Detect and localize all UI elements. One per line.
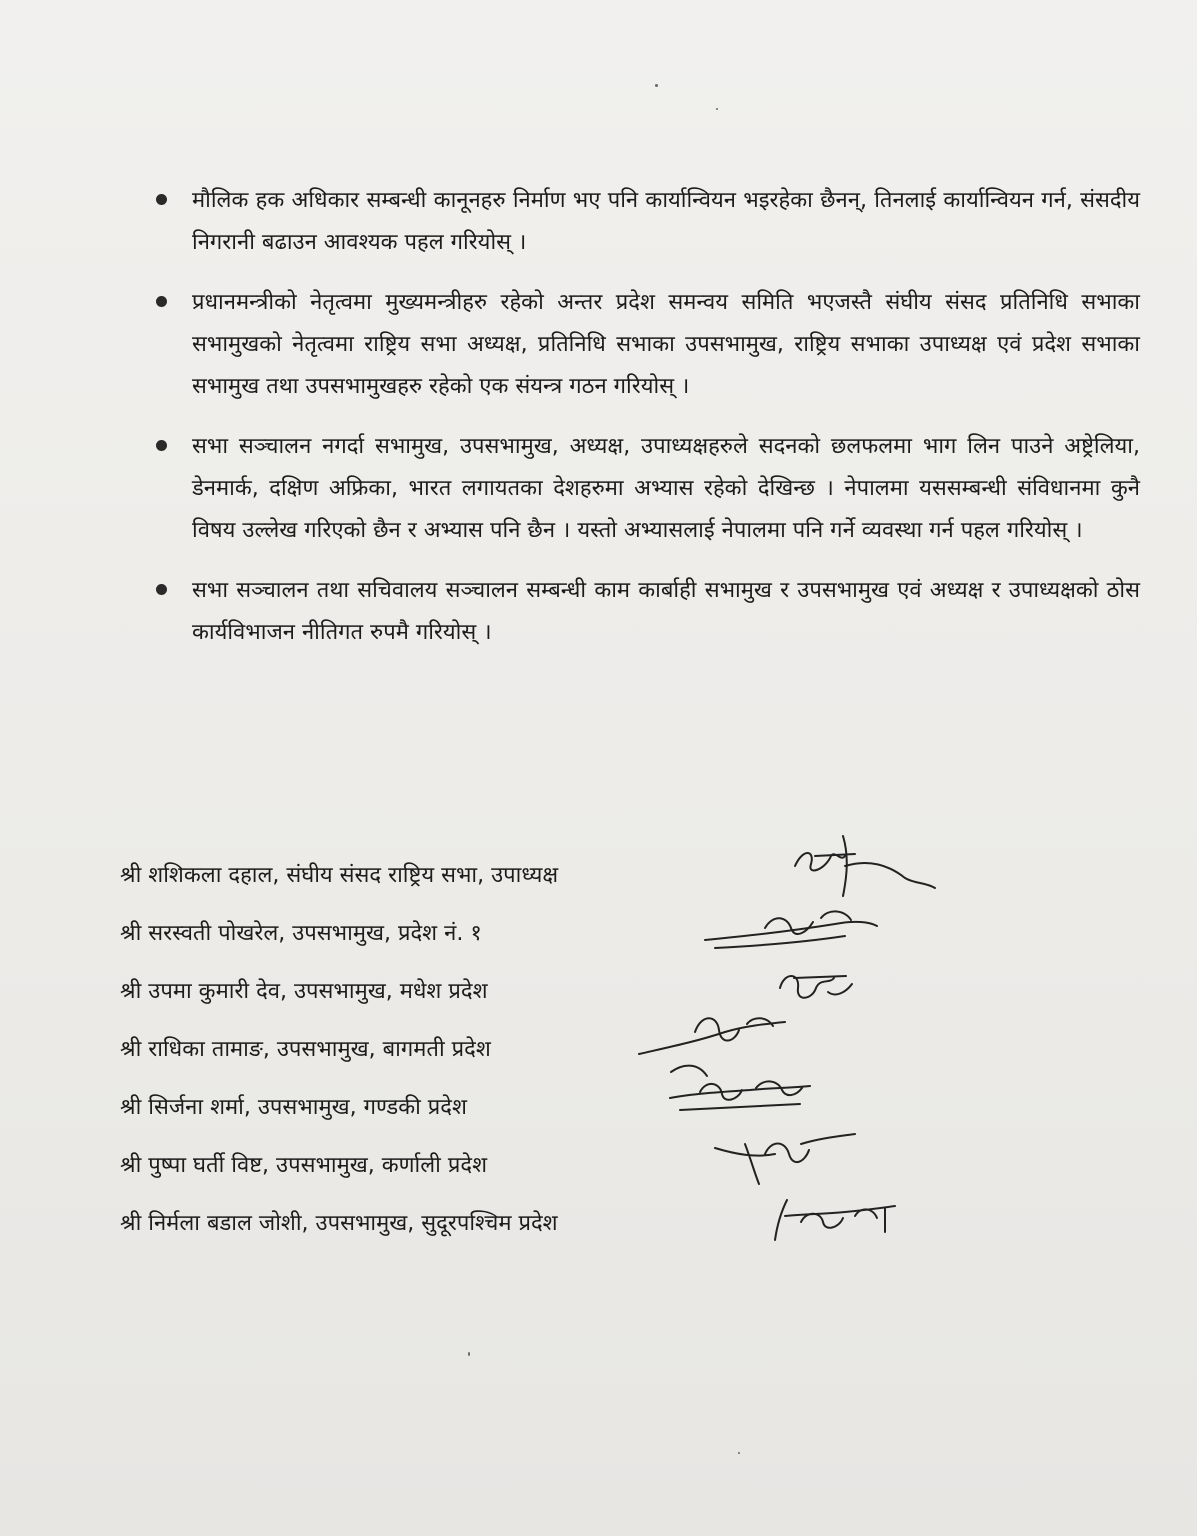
handwritten-signature xyxy=(695,892,895,962)
signatory-row xyxy=(120,1088,1000,1146)
recommendation-item xyxy=(150,282,1140,408)
signatory-row xyxy=(120,1030,1000,1088)
signatory-name: श्री सरस्वती पोखरेल, उपसभामुख, प्रदेश नं. १ xyxy=(120,921,482,946)
paper-speck xyxy=(738,1452,740,1454)
bullet-icon xyxy=(156,194,167,205)
signatory-name: श्री सिर्जना शर्मा, उपसभामुख, गण्डकी प्रदेश xyxy=(120,1095,467,1120)
signatory-name: श्री निर्मला बडाल जोशी, उपसभामुख, सुदूरपश्चिम प्रदेश xyxy=(120,1211,558,1236)
recommendation-text: सभा सञ्चालन तथा सचिवालय सञ्चालन सम्बन्धी काम कार्बाही सभामुख र उपसभामुख एवं अध्यक्ष र उपाध्यक्षको ठोस कार्यविभाजन नीतिगत रुपमै गरियोस् । xyxy=(192,578,1140,645)
handwritten-signature xyxy=(705,1124,865,1194)
paper-speck xyxy=(468,1352,470,1356)
recommendation-item xyxy=(150,570,1140,654)
signatory-name: श्री शशिकला दहाल, संघीय संसद राष्ट्रिय सभा, उपाध्यक्ष xyxy=(120,863,559,888)
recommendation-item xyxy=(150,426,1140,552)
paper-speck xyxy=(655,84,658,87)
recommendation-item xyxy=(150,180,1140,264)
handwritten-signature xyxy=(660,1068,830,1128)
bullet-icon xyxy=(156,440,167,451)
bullet-icon xyxy=(156,296,167,307)
signatory-row xyxy=(120,972,1000,1030)
signatory-name: श्री उपमा कुमारी देव, उपसभामुख, मधेश प्रदेश xyxy=(120,979,488,1004)
recommendation-text: मौलिक हक अधिकार सम्बन्धी कानूनहरु निर्माण भए पनि कार्यान्वियन भइरहेका छैनन्, तिनलाई कार्यान्वियन गर्न, संसदीय निगरानी बढाउन आवश्यक पहल गरियोस् । xyxy=(192,188,1140,255)
recommendation-text: सभा सञ्चालन नगर्दा सभामुख, उपसभामुख, अध्यक्ष, उपाध्यक्षहरुले सदनको छलफलमा भाग लिन पाउने अष्ट्रेलिया, डेनमार्क, दक्षिण अफ्रिका, भारत लगायतका देशहरुमा अभ्यास रहेको देखिन्छ । नेपालमा यससम्बन्धी संविधानमा कुनै विषय उल्लेख गरिएको छैन र अभ्यास पनि छैन । यस्तो अभ्यासलाई नेपालमा पनि गर्ने व्यवस्था गर्न पहल गरियोस् । xyxy=(192,434,1140,543)
bullet-icon xyxy=(156,584,167,595)
recommendation-list xyxy=(150,180,1140,672)
signatory-row xyxy=(120,1204,1000,1262)
handwritten-signature xyxy=(765,1186,915,1256)
signatory-name: श्री पुष्पा घर्ती विष्ट, उपसभामुख, कर्णाली प्रदेश xyxy=(120,1153,488,1178)
signatory-list xyxy=(120,856,1000,1262)
signatory-name: श्री राधिका तामाङ, उपसभामुख, बागमती प्रदेश xyxy=(120,1037,491,1062)
recommendation-text: प्रधानमन्त्रीको नेतृत्वमा मुख्यमन्त्रीहरु रहेको अन्तर प्रदेश समन्वय समिति भएजस्तै संघीय संसद प्रतिनिधि सभाका सभामुखको नेतृत्वमा राष्ट्रिय सभा अध्यक्ष, प्रतिनिधि सभाका उपसभामुख, राष्ट्रिय सभाका उपाध्यक्ष एवं प्रदेश सभाका सभामुख तथा उपसभामुखहरु रहेको एक संयन्त्र गठन गरियोस् । xyxy=(192,290,1140,399)
paper-speck xyxy=(716,108,718,110)
